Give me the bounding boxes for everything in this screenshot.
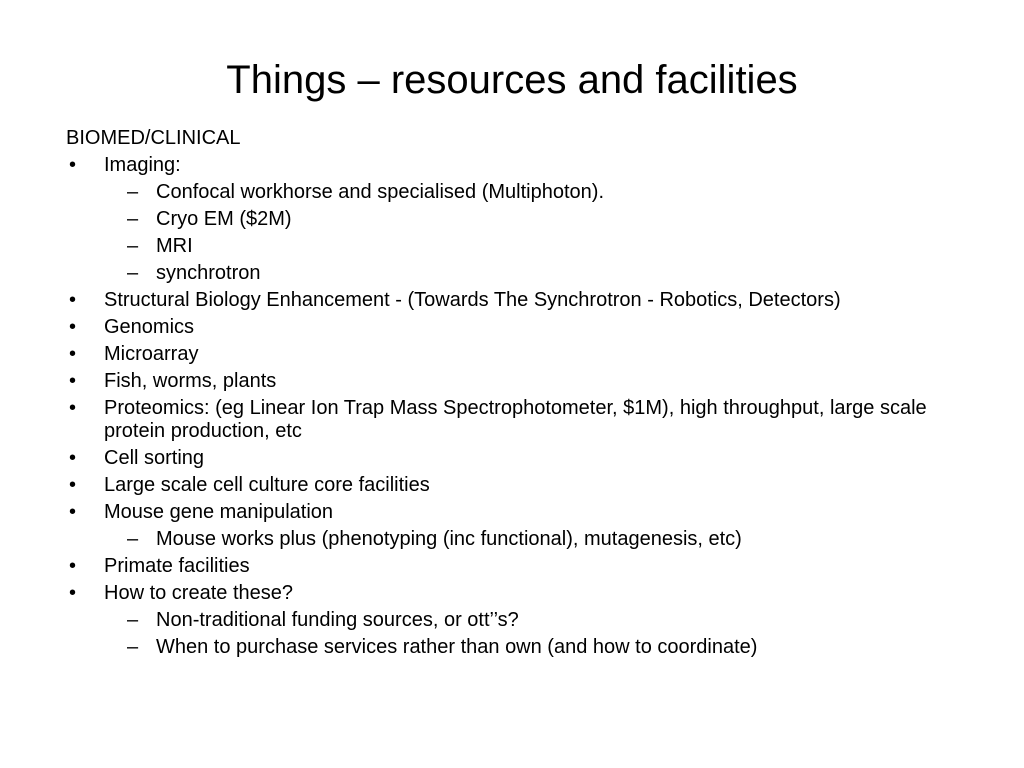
bullet-item-proteomics [66,397,966,443]
slide-content [66,127,966,663]
bullet-marker: • [69,316,77,338]
dash-marker: – [127,181,139,203]
bullet-marker: • [69,501,77,523]
bullet-text: Structural Biology Enhancement - (Towards The Synchrotron - Robotics, Detectors) [104,289,841,311]
sub-item-text: Mouse works plus (phenotyping (inc functional), mutagenesis, etc) [156,528,742,550]
sub-item-text: Confocal workhorse and specialised (Multiphoton). [156,181,605,203]
bullet-item-mouse-gene [66,501,966,524]
slide-title: Things – resources and facilities [226,58,798,102]
bullet-text: Primate facilities [104,555,250,577]
dash-marker: – [127,262,139,284]
bullet-marker: • [69,370,77,392]
bullet-marker: • [69,582,77,604]
sub-item-cryo-em [66,208,966,231]
bullet-item-imaging [66,154,966,177]
dash-marker: – [127,528,139,550]
sub-item-text: MRI [156,235,193,257]
bullet-text: Genomics [104,316,195,338]
bullet-text: Imaging: [104,154,181,176]
bullet-text: Mouse gene manipulation [104,501,334,523]
sub-item-mri [66,235,966,258]
bullet-marker: • [69,474,77,496]
dash-marker: – [127,235,139,257]
bullet-marker: • [69,289,77,311]
dash-marker: – [127,609,139,631]
bullet-text: Large scale cell culture core facilities [104,474,430,496]
bullet-marker: • [69,397,77,419]
bullet-marker: • [69,555,77,577]
sub-item-mouse-works [66,528,966,551]
bullet-item-microarray [66,343,966,366]
bullet-marker: • [69,154,77,176]
sub-item-text: When to purchase services rather than own (and how to coordinate) [156,636,758,658]
bullet-text: Microarray [104,343,199,365]
bullet-item-fish-worms-plants [66,370,966,393]
sub-item-text: Non-traditional funding sources, or ott’’s? [156,609,519,631]
bullet-text: Cell sorting [104,447,205,469]
bullet-item-how-to-create [66,582,966,605]
bullet-text: Proteomics: (eg Linear Ion Trap Mass Spectrophotometer, $1M), high throughput, large scale protein production, etc [104,397,927,442]
sub-item-purchase-services [66,636,966,659]
bullet-text: How to create these? [104,582,293,604]
bullet-text: Fish, worms, plants [104,370,277,392]
bullet-item-structural-biology [66,289,966,312]
dash-marker: – [127,636,139,658]
dash-marker: – [127,208,139,230]
sub-item-text: synchrotron [156,262,261,284]
bullet-item-genomics [66,316,966,339]
bullet-marker: • [69,343,77,365]
sub-item-synchrotron [66,262,966,285]
sub-item-text: Cryo EM ($2M) [156,208,292,230]
section-heading: BIOMED/CLINICAL [66,127,241,149]
sub-item-confocal [66,181,966,204]
sub-item-funding [66,609,966,632]
bullet-item-cell-sorting [66,447,966,470]
bullet-item-primate [66,555,966,578]
bullet-item-cell-culture [66,474,966,497]
bullet-marker: • [69,447,77,469]
